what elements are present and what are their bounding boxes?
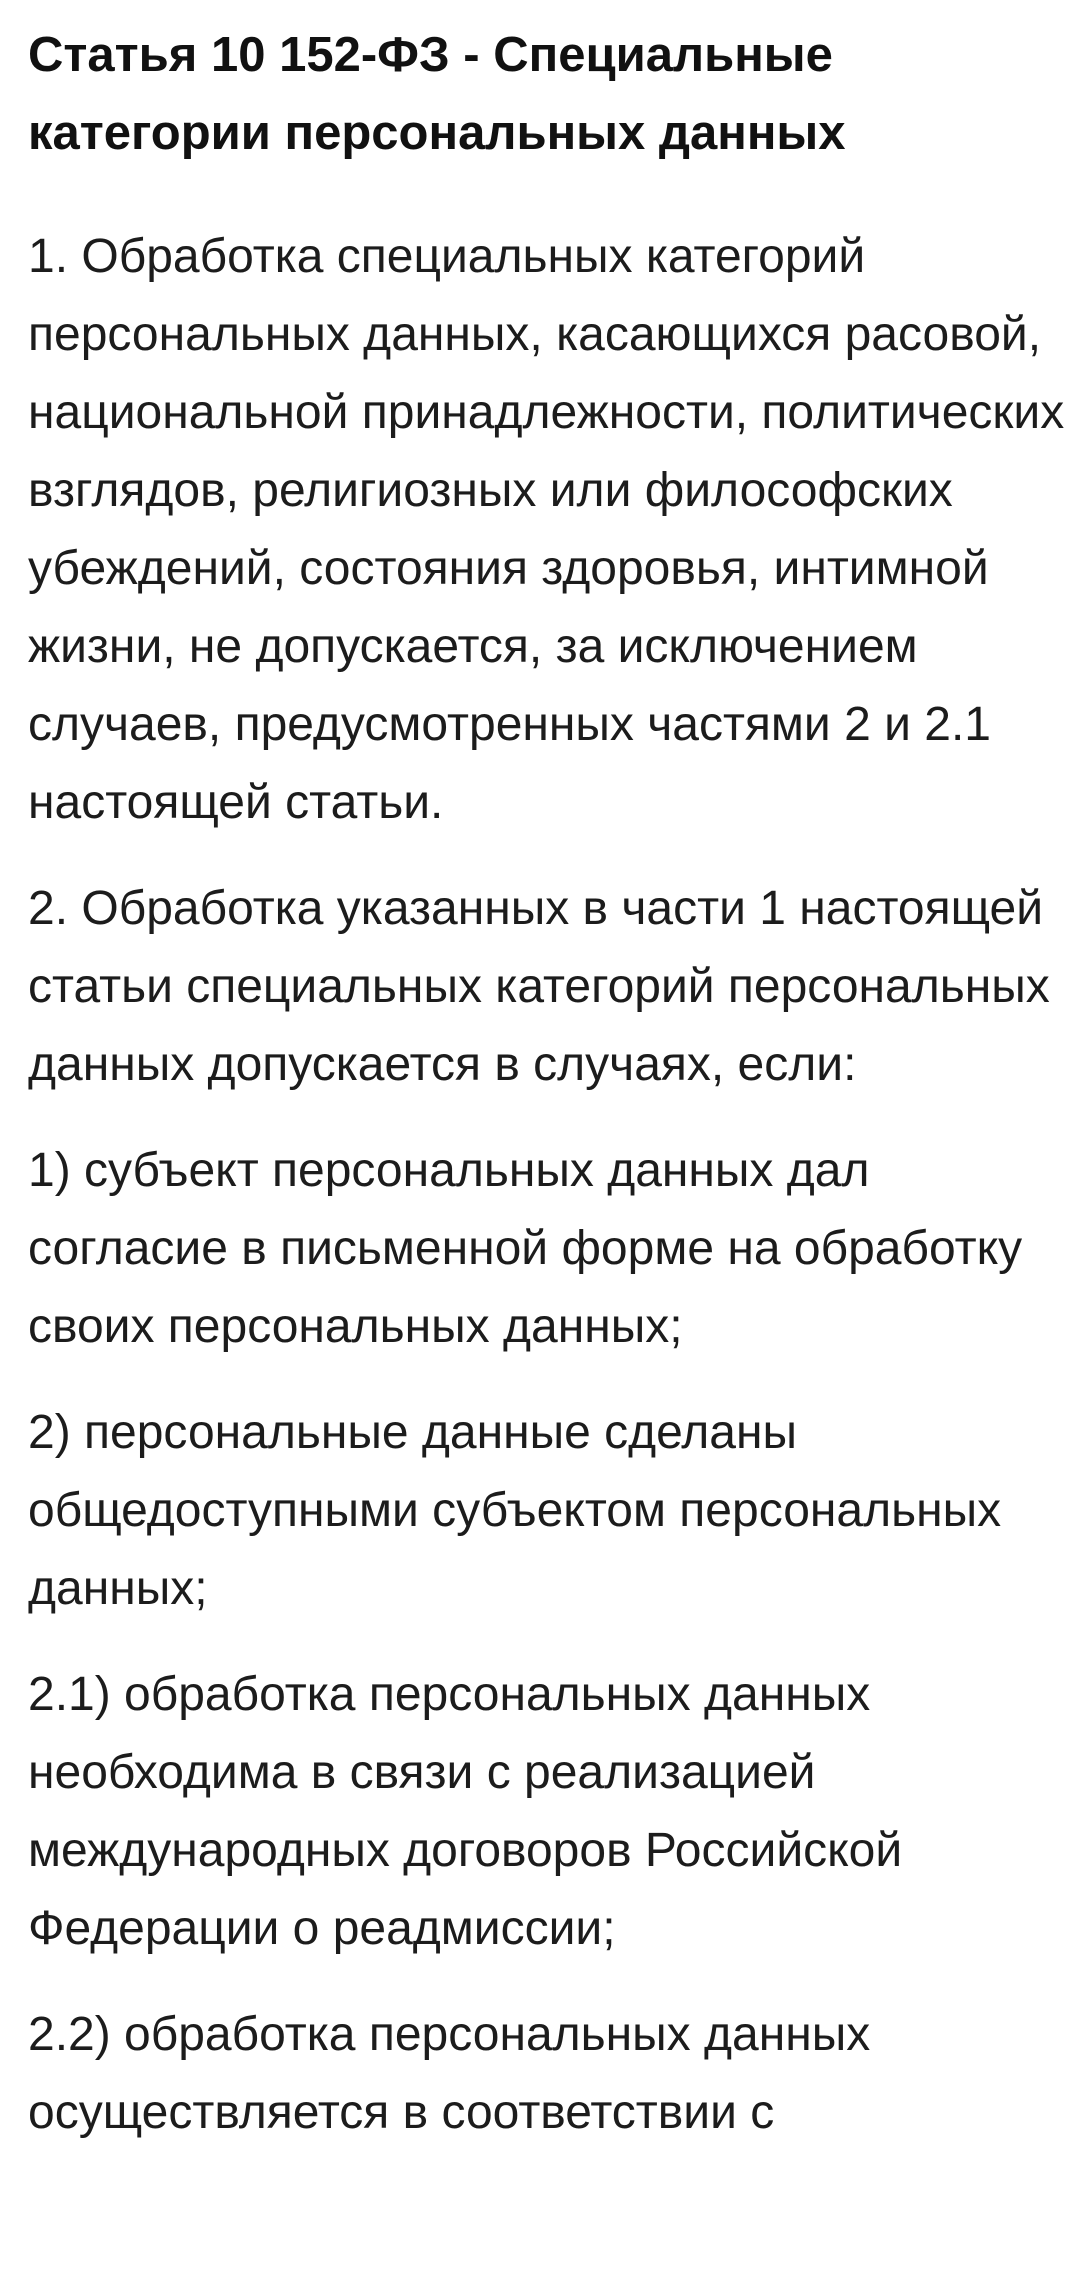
list-item-2-1: 2.1) обработка персональных данных необходима в связи с реализацией международных договоров Российской Федерации о реадмиссии; <box>28 1668 903 1955</box>
paragraph-part-1: 1. Обработка специальных категорий персональных данных, касающихся расовой, национальной принадлежности, политических взглядов, религиозных или философских убеждений, состояния здоровья, интимной жизни, не допускается, за исключением случаев, предусмотренных частями 2 и 2.1 настоящей статьи. <box>28 230 1065 829</box>
paragraph-part-2: 2. Обработка указанных в части 1 настоящей статьи специальных категорий персональных данных допускается в случаях, если: <box>28 882 1050 1091</box>
list-item-1: 1) субъект персональных данных дал согласие в письменной форме на обработку своих персональных данных; <box>28 1144 1023 1353</box>
article-title: Статья 10 152-ФЗ - Специальные категории персональных данных <box>28 28 846 160</box>
list-item-2: 2) персональные данные сделаны общедоступными субъектом персональных данных; <box>28 1406 1002 1615</box>
article <box>28 16 1068 2152</box>
list-item-2-2: 2.2) обработка персональных данных осуществляется в соответствии с <box>28 2008 871 2139</box>
